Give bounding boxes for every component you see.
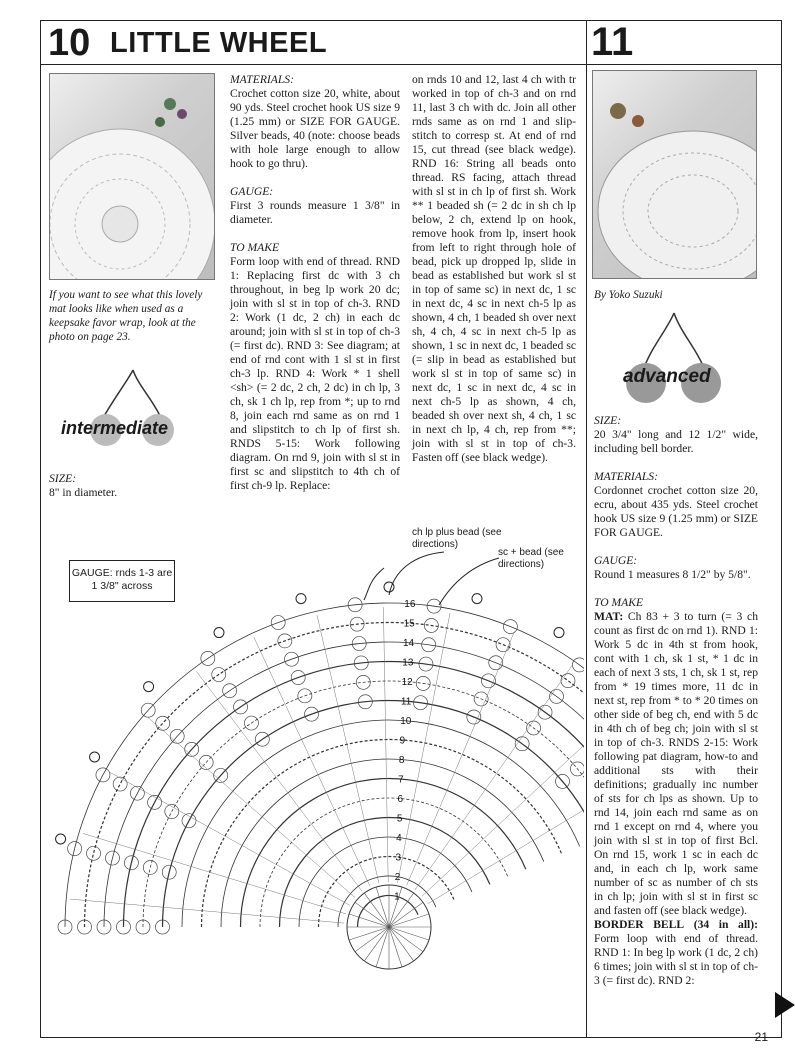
diagram-round-5 xyxy=(280,818,490,928)
diagram-spoke xyxy=(109,772,350,905)
round-label: 4 xyxy=(396,833,402,845)
pattern-number-11: 11 xyxy=(591,20,634,64)
center-spoke xyxy=(389,927,429,940)
right-materials-label: MATERIALS: xyxy=(594,470,658,483)
center-spoke xyxy=(349,914,389,927)
left-size-block xyxy=(49,472,217,500)
right-gauge-label: GAUGE: xyxy=(594,554,638,567)
mat-label: MAT: xyxy=(594,610,624,623)
right-to-make-label: TO MAKE xyxy=(594,596,644,609)
scallop xyxy=(113,777,127,791)
annotation-pointer-1 xyxy=(364,568,384,600)
byline: By Yoko Suzuki xyxy=(594,289,663,301)
annotation-pointer-2 xyxy=(439,558,499,605)
bead-icon xyxy=(296,594,306,604)
skill-badge-advanced xyxy=(596,308,746,408)
annotation-bead-lp: ch lp plus bead (see directions) xyxy=(412,527,502,550)
right-materials-text: Cordonnet crochet cotton size 20, ecru, about 435 yds. Steel crochet hook US size 9 (1.25 mm) or SIZE FOR GAUGE. xyxy=(594,484,758,539)
right-size-text: 20 3/4" long and 12 1/2" wide, including bell border. xyxy=(594,428,758,455)
round-label: 6 xyxy=(397,794,404,806)
pattern-title: LITTLE WHEEL xyxy=(110,27,328,59)
diagram-round-11 xyxy=(163,701,585,927)
skill-badge-intermediate xyxy=(58,360,208,450)
diagram-gauge-box: GAUGE: rnds 1-3 are 1 3/8" across xyxy=(69,560,175,602)
border-bell-label: BORDER BELL xyxy=(594,918,685,931)
round-label: 14 xyxy=(402,638,415,650)
materials-label: MATERIALS: xyxy=(230,73,294,86)
page-header xyxy=(40,20,782,65)
materials-text: Crochet cotton size 20, white, about 90 yds. Steel crochet hook US size 9 (1.25 mm) or SIZE FOR GAUGE. Silver beads, 40 (note: choose beads with hole large enough to allow hook to go thru). xyxy=(230,87,401,170)
round-label: 9 xyxy=(399,735,406,747)
diagram-spoke xyxy=(398,613,450,883)
instructions-col-2 xyxy=(230,73,400,493)
round-label: 13 xyxy=(402,657,414,669)
to-make-text: Form loop with end of thread. RND 1: Replacing first dc with 3 ch throughout, in beg lp work 20 dc; join with sl st in top of ch-3. RND 2: Work (1 dc, 2 ch) in each dc around; join with sl st in top of ch-3 (= first dc). RND 3: See diagram; at end of rnd cont with 1 sl st in first ch-3 lp. RND 4: Work * 1 shell <sh> (= 2 dc, 2 ch, 2 dc) in ch lp, 3 ch, sk 1 ch lp, rep from *; up to rnd 8, join each rnd same as on rnd 1 and slipstitch to ch lp of first sh. RNDS 5-15: Work following diagram. On rnd 9, join with sl st in first sc and slipstitch to 4th ch of first ch-9 lp. Replace: xyxy=(230,255,400,492)
instructions-col-3 xyxy=(412,73,576,465)
bead-icon xyxy=(214,628,224,638)
diagram-spoke xyxy=(383,607,388,882)
size-text: 8" in diameter. xyxy=(49,486,118,499)
diagram-round-12 xyxy=(143,681,584,927)
round-label: 8 xyxy=(398,755,405,767)
round-label: 11 xyxy=(400,696,412,708)
right-gauge-text: Round 1 measures 8 1/2" by 5/8". xyxy=(594,568,751,581)
diagram-spoke xyxy=(83,833,346,913)
scallop xyxy=(156,716,170,730)
scallop xyxy=(87,846,101,860)
round-label: 7 xyxy=(398,774,404,786)
diagram-round-7 xyxy=(241,779,526,927)
gauge-label: GAUGE: xyxy=(230,185,274,198)
diagram-round-10 xyxy=(182,720,580,927)
center-spoke xyxy=(389,927,423,952)
center-spoke xyxy=(389,927,402,967)
badge-label-intermediate: intermediate xyxy=(61,418,169,438)
bead-icon xyxy=(56,834,66,844)
mat-text: Ch 83 + 3 to turn (= 3 ch count as first dc on rnd 1). RND 1: Work 5 dc in 4th st from hook, cont with 1 ch, sk 1 st, * 1 dc in each of next 3 sts, 1 ch, sk 1 st, rep from * 19 times more, 11 dc in next st, rep from * to * 20 times on other side of beg ch, end with 5 dc in 4th ch of beg ch; join with sl st in top of ch-3. RNDS 2-15: Work following pat diagram, how-to and additional sts with their definitions; gradually inc number of sts for ch lps as shown. Up to rnd 14, join each rnd same as on rnd 1 except on rnd 4, where you join with sl st in top of first Bcl. On rnd 15, work 1 sc in each dc and, in each ch lp, work same number of sc as number of ch sts in ch lp; join with sl st in first sc and fasten off (see black wedge). xyxy=(594,610,758,917)
diagram-round-2 xyxy=(338,876,436,927)
bead-icon xyxy=(90,752,100,762)
diagram-spoke xyxy=(422,709,584,897)
diagram-round-13 xyxy=(124,662,585,927)
round-label: 16 xyxy=(404,599,416,611)
border-bell-count: (34 in all): xyxy=(693,918,758,931)
round-label: 10 xyxy=(400,716,412,728)
scallop xyxy=(572,658,584,672)
center-spoke xyxy=(389,927,414,961)
right-size-label: SIZE: xyxy=(594,414,622,427)
round-label: 1 xyxy=(394,891,400,903)
crochet-diagram-rings xyxy=(56,582,584,969)
doily-photo-illustration xyxy=(50,74,214,279)
center-spoke xyxy=(349,927,389,940)
header-divider xyxy=(586,20,587,65)
center-spoke xyxy=(389,914,429,927)
column-divider-right xyxy=(586,20,587,1038)
annotation-pointer-0 xyxy=(389,552,444,595)
diagram-round-4 xyxy=(299,837,472,927)
doily-photo-right xyxy=(592,70,757,279)
bead-icon xyxy=(472,594,482,604)
diagram-spoke xyxy=(428,762,584,904)
border-bell-text: Form loop with end of thread. RND 1: In beg lp work (1 dc, 2 ch) 6 times; join with sl st in top of ch-3 (= first dc). RND 2: xyxy=(594,932,758,987)
round-label: 3 xyxy=(395,852,402,864)
diagram-round-9 xyxy=(202,740,562,928)
scallop xyxy=(561,674,575,688)
cherry-icon-advanced xyxy=(596,308,746,408)
pattern-number-10: 10 xyxy=(48,22,91,64)
right-column-text xyxy=(594,414,758,988)
diagram-spoke xyxy=(70,899,344,923)
center-spoke xyxy=(376,927,389,967)
center-spoke xyxy=(355,927,389,952)
center-spoke xyxy=(376,887,389,927)
crochet-diagram xyxy=(44,540,584,1035)
doily-photo-left xyxy=(49,73,215,280)
badge-label-advanced: advanced xyxy=(623,366,711,387)
size-label: SIZE: xyxy=(49,472,77,485)
page-number: 21 xyxy=(754,1030,768,1044)
gauge-text: First 3 rounds measure 1 3/8" in diameter. xyxy=(230,199,400,226)
photo-caption-left: If you want to see what this lovely mat looks like when used as a keepsake favor wrap, look at the photo on page 23. xyxy=(49,289,203,343)
annotation-sc-bead: sc + bead (see directions) xyxy=(498,547,564,570)
to-make-label: TO MAKE xyxy=(230,241,280,254)
round-label: 15 xyxy=(403,618,415,630)
diagram-round-8 xyxy=(221,759,544,927)
diagram-spoke xyxy=(317,615,379,883)
center-spoke xyxy=(364,927,389,961)
bead-icon xyxy=(554,628,564,638)
bead-icon xyxy=(144,682,154,692)
round-label: 2 xyxy=(394,872,401,884)
round-label: 5 xyxy=(396,813,403,825)
oval-mat-illustration xyxy=(593,71,756,278)
round-label: 12 xyxy=(401,677,413,689)
instructions-continued: on rnds 10 and 12, last 4 ch with tr worked in top of ch-3 and on rnd 11, last 3 ch with dc. Join all other rnds same as on rnd 1 and slip-stitch to corresp st. At end of rnd 15, cut thread (see black wedge). RND 16: String all beads onto thread. RS facing, attach thread with sl st in ch lp of first sh. Work ** 1 beaded sh (= 2 dc in sh ch lp below, 2 ch, extend lp on hook, remove hook from lp, insert hook from left to right through hole of bead, pick up dropped lp, slide in bead as established but work sl st in top of same sc) in next dc, 1 sc in next dc, 4 sc in next ch-5 lp as shown, 4 ch, 1 beaded sh over next sh, 4 ch, 4 sc in next ch-5 lp as shown, 1 sc in next dc, 1 beaded sc (= slip in bead as established but work sl st in top of same sc) in next dc, 1 sc in next dc, 4 sc in next ch-5 lp as shown, 4 ch, beaded sh over next sh, 4 ch, 1 sc in next ch lp, 4 ch, rep from **; join with sl st in top of ch-3. Fasten off (see black wedge). xyxy=(412,73,576,464)
diagram-spoke xyxy=(415,665,573,890)
next-page-arrow-icon xyxy=(775,992,795,1018)
